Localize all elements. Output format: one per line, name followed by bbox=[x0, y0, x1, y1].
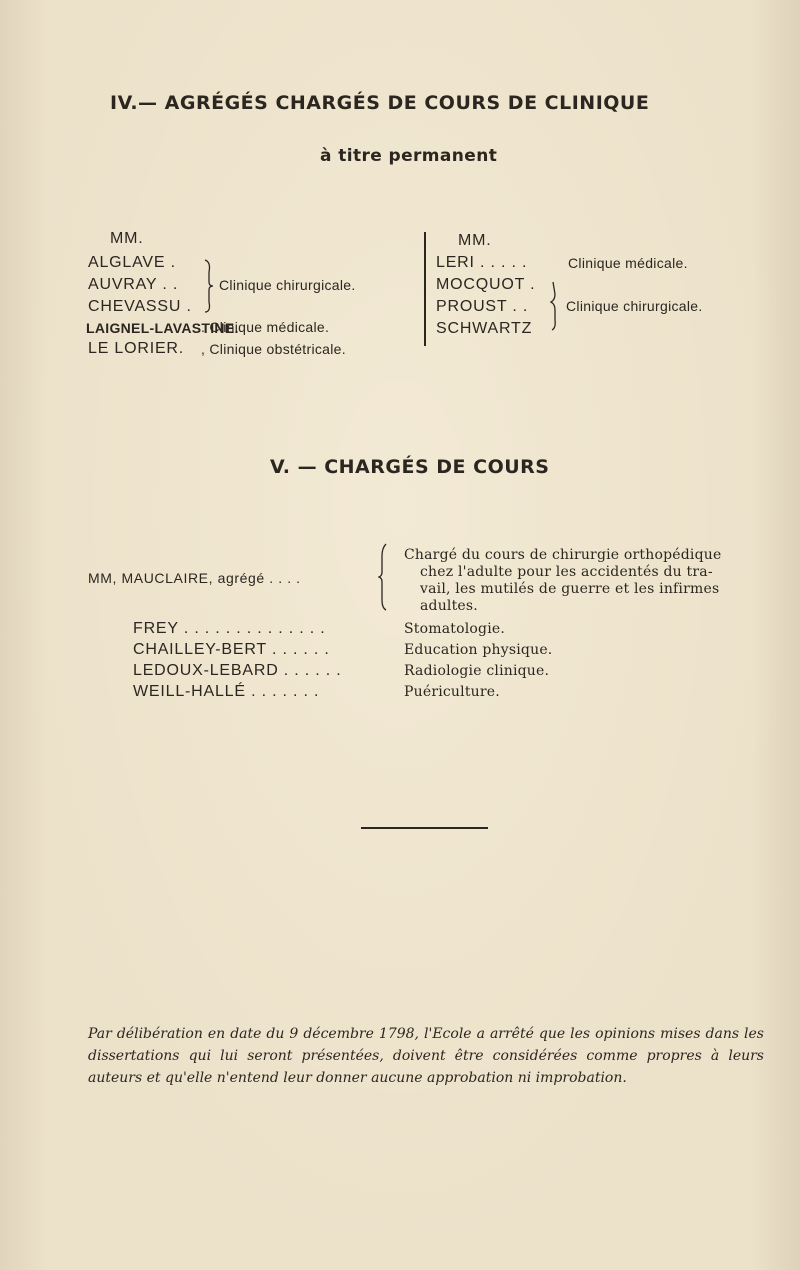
mauclaire-bracket bbox=[378, 542, 392, 612]
lecturer-course: Education physique. bbox=[404, 642, 553, 658]
section-v-title: V. — CHARGÉS DE COURS bbox=[270, 456, 550, 478]
left-group-label: Clinique chirurgicale. bbox=[219, 277, 356, 293]
right-name: LERI . . . . . bbox=[436, 254, 528, 271]
mauclaire-name: MM, MAUCLAIRE, agrégé . . . . bbox=[88, 570, 301, 586]
right-name: PROUST . . bbox=[436, 298, 529, 315]
lecturer-name: LEDOUX-LEBARD . . . . . . bbox=[133, 662, 342, 679]
right-leri-label: Clinique médicale. bbox=[568, 255, 688, 271]
lecturer-course: Radiologie clinique. bbox=[404, 663, 550, 679]
right-bracket bbox=[550, 280, 562, 332]
footer-note: Par délibération en date du 9 décembre 1798, l'Ecole a arrêté que les opinions mises dans les dissertations qui lui seront présentées, doivent être considérées comme propres à leurs auteurs et qu'elle n'entend leur donner aucune approbation ni improbation. bbox=[88, 1026, 764, 1086]
mauclaire-course-line: Chargé du cours de chirurgie orthopédique bbox=[404, 547, 722, 563]
left-name: AUVRAY . . bbox=[88, 276, 179, 293]
separator-rule bbox=[361, 827, 488, 829]
column-divider bbox=[424, 232, 426, 346]
left-bracket bbox=[203, 258, 215, 314]
section-iv-subtitle: à titre permanent bbox=[320, 146, 498, 166]
right-group-label: Clinique chirurgicale. bbox=[566, 298, 703, 314]
left-header: MM. bbox=[110, 230, 144, 247]
left-name: ALGLAVE . bbox=[88, 254, 176, 271]
left-lorier-label: , Clinique obstétricale. bbox=[201, 341, 346, 357]
left-name: LAIGNEL-LAVASTINE. bbox=[86, 320, 239, 336]
right-name: SCHWARTZ bbox=[436, 320, 533, 337]
mauclaire-course-line: chez l'adulte pour les accidentés du tra- bbox=[420, 564, 713, 580]
mauclaire-course-line: adultes. bbox=[420, 598, 478, 614]
lecturer-course: Stomatologie. bbox=[404, 621, 506, 637]
right-name: MOCQUOT . bbox=[436, 276, 536, 293]
section-iv-title: IV.— AGRÉGÉS CHARGÉS DE COURS DE CLINIQUE bbox=[110, 92, 650, 114]
left-name: LE LORIER. bbox=[88, 340, 185, 357]
right-header: MM. bbox=[458, 232, 492, 249]
lecturer-course: Puériculture. bbox=[404, 684, 500, 700]
left-laignel-label: . Clinique médicale. bbox=[201, 319, 330, 335]
lecturer-name: CHAILLEY-BERT . . . . . . bbox=[133, 641, 330, 658]
mauclaire-course-line: vail, les mutilés de guerre et les infirmes bbox=[420, 581, 720, 597]
lecturer-name: FREY . . . . . . . . . . . . . . bbox=[133, 620, 326, 637]
left-name: CHEVASSU . bbox=[88, 298, 192, 315]
lecturer-name: WEILL-HALLÉ . . . . . . . bbox=[133, 683, 320, 700]
